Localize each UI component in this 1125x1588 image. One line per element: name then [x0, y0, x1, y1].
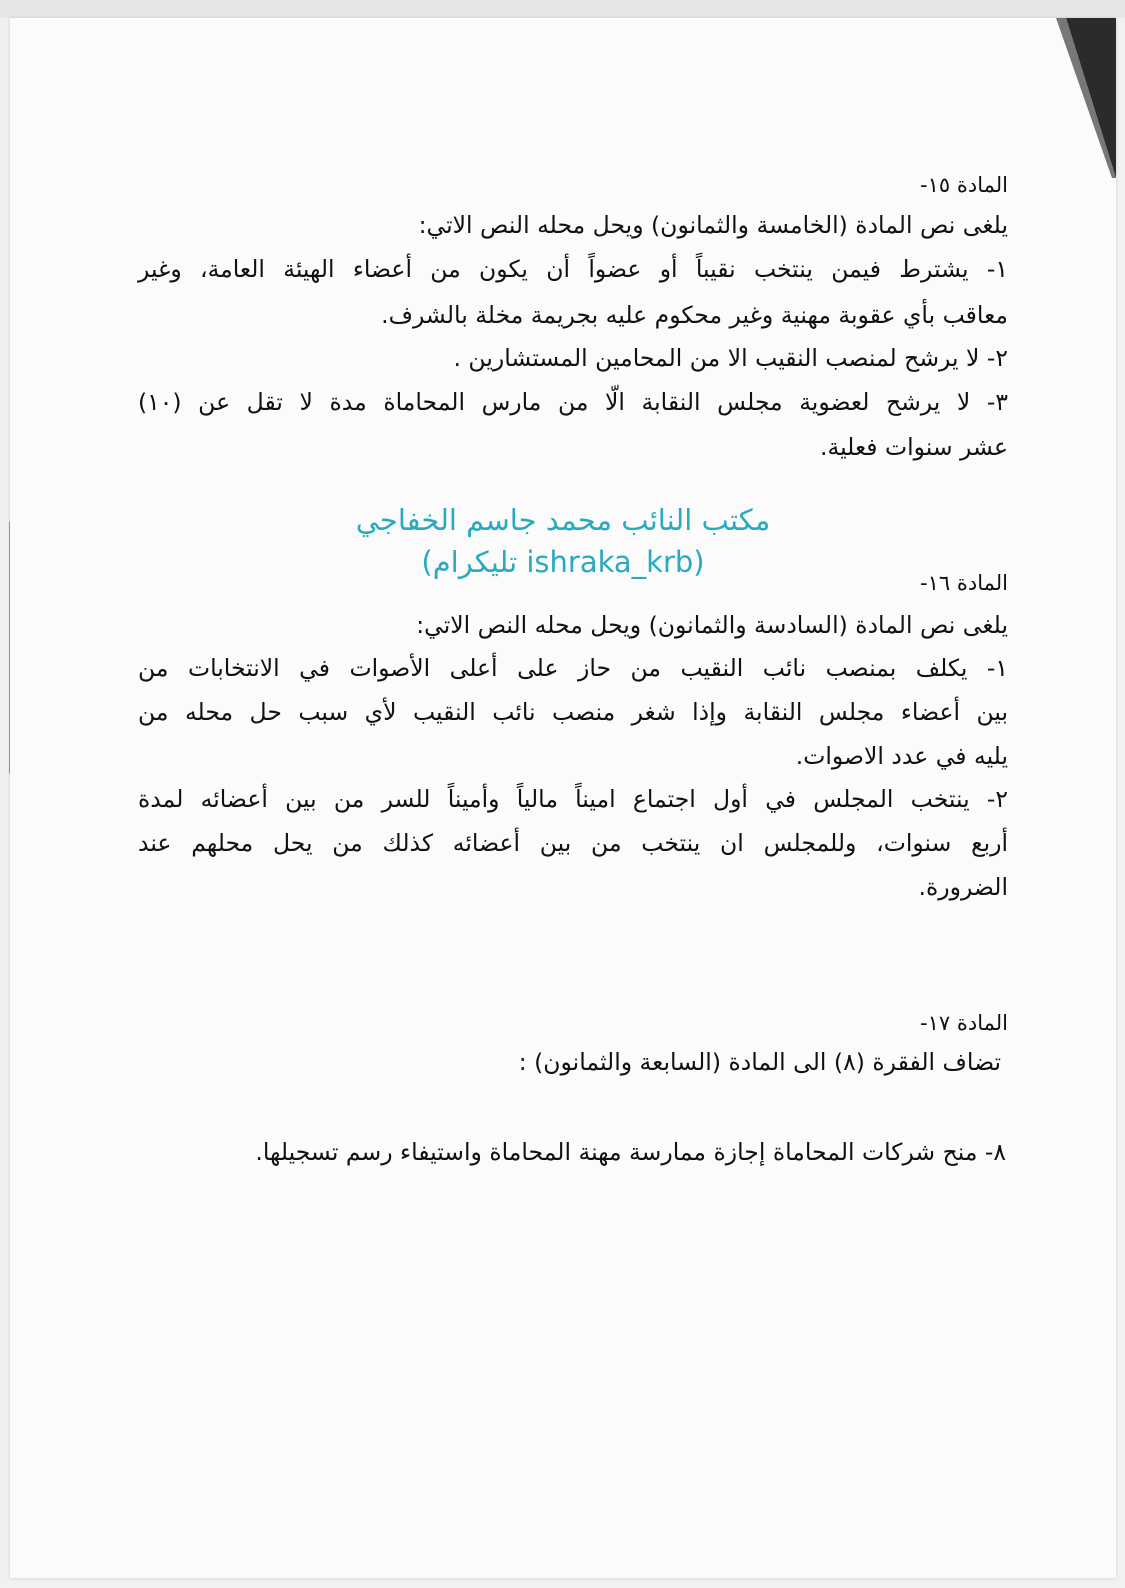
article-15-para1-line2: معاقب بأي عقوبة مهنية وغير محكوم عليه بجريمة مخلة بالشرف. — [381, 301, 1008, 329]
article-17-intro: تضاف الفقرة (٨) الى المادة (السابعة والثمانون) : — [518, 1048, 1001, 1076]
article-15-para1-line1: ١- يشترط فيمن ينتخب نقيباً أو عضواً أن يكون من أعضاء الهيئة العامة، وغير — [138, 255, 1008, 283]
article-16-heading: المادة ١٦- — [920, 571, 1008, 595]
document-page — [10, 18, 1116, 1578]
watermark-telegram: (تليكرام ishraka_krb) — [421, 545, 705, 579]
article-16-intro: يلغى نص المادة (السادسة والثمانون) ويحل محله النص الاتي: — [416, 611, 1008, 639]
article-16-para2-line3: الضرورة. — [918, 873, 1008, 901]
top-bar — [0, 0, 1125, 18]
article-16-para1-line2: بين أعضاء مجلس النقابة وإذا شغر منصب نائب النقيب لأي سبب حل محله من — [138, 698, 1008, 726]
article-15-para3-line2: عشر سنوات فعلية. — [820, 433, 1008, 461]
page-corner-shadow — [1056, 18, 1116, 178]
article-17-heading: المادة ١٧- — [920, 1011, 1008, 1035]
article-17-para8: ٨- منح شركات المحاماة إجازة ممارسة مهنة المحاماة واستيفاء رسم تسجيلها. — [255, 1138, 1006, 1166]
article-15-para3-line1: ٣- لا يرشح لعضوية مجلس النقابة الّا من مارس المحاماة مدة لا تقل عن (١٠) — [138, 388, 1008, 416]
article-15-heading: المادة ١٥- — [920, 173, 1008, 197]
article-16-para1-line1: ١- يكلف بمنصب نائب النقيب من حاز على أعلى الأصوات في الانتخابات من — [138, 654, 1008, 682]
article-16-para2-line2: أربع سنوات، وللمجلس ان ينتخب من بين أعضائه كذلك من يحل محلهم عند — [138, 829, 1008, 857]
article-15-intro: يلغى نص المادة (الخامسة والثمانون) ويحل محله النص الاتي: — [418, 211, 1008, 239]
article-16-para1-line3: يليه في عدد الاصوات. — [795, 742, 1008, 770]
article-15-para2: ٢- لا يرشح لمنصب النقيب الا من المحامين المستشارين . — [453, 344, 1008, 372]
watermark-office-name: مكتب النائب محمد جاسم الخفاجي — [355, 503, 771, 537]
article-16-para2-line1: ٢- ينتخب المجلس في أول اجتماع اميناً مالياً وأميناً للسر من بين أعضائه لمدة — [138, 785, 1008, 813]
